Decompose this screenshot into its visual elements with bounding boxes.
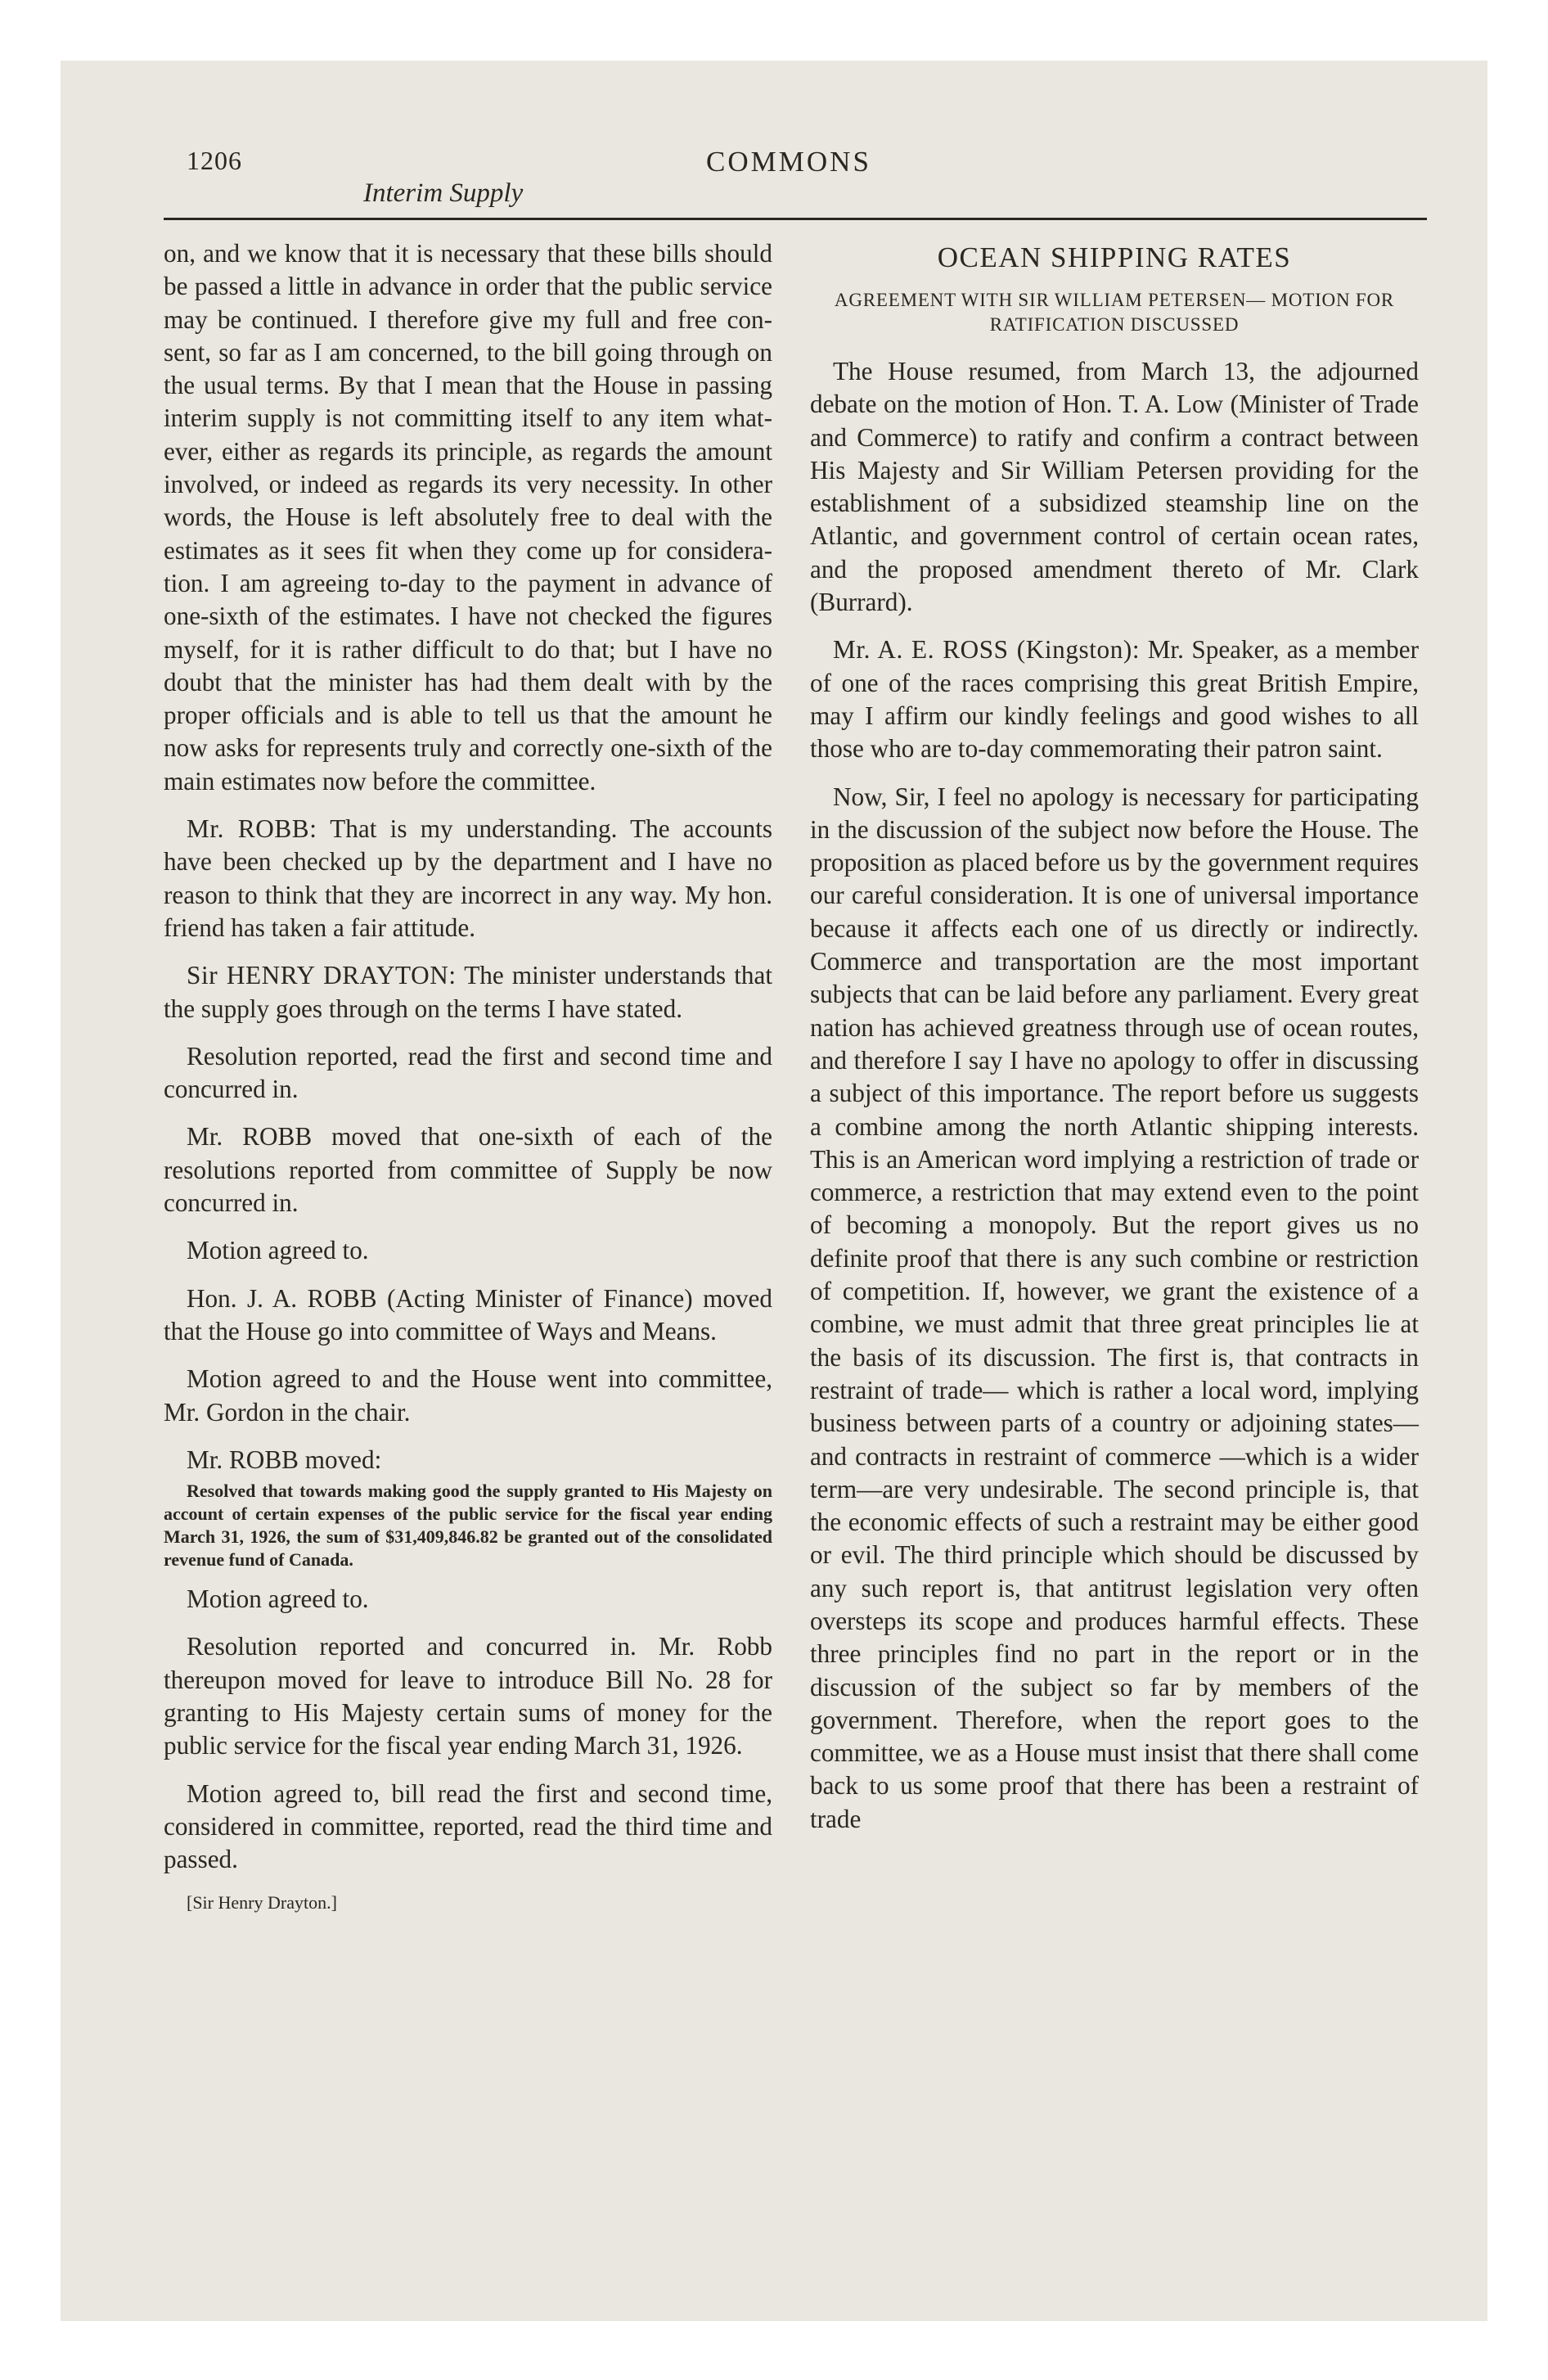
page-header (101, 137, 1427, 219)
speech-text: That is my understanding. The accounts have been checked up by the department and I have no reason to think that they are incorrect in any way. My hon. friend has taken a fair attitude. (164, 814, 772, 942)
speaker-name: Sir HENRY DRAYTON: (187, 961, 457, 990)
paragraph: Motion agreed to and the House went into committee, Mr. Gordon in the chair. (164, 1364, 772, 1427)
paragraph: on, and we know that it is necessary that these bills should be passed a little in advance in order that the public service may be continued. I therefore give my full and free consent, so far as I am concerned, to the bill going through on the usual terms. By that I mean that the House in passing interim supply is not committing itself to any item whatever, either as regards its principle, as regards the amount involved, or indeed as regards its very necessity. In other words, the House is left absolutely free to deal with the estimates as it sees fit when they come up for consideration. I am agreeing to-day to the payment in advance of one-sixth of the estimates. I have not checked the figures myself, for it is rather difficult to do that; but I have no doubt that the minister has had them dealt with by the proper officials and is able to tell us that the amount he now asks for represents truly and correctly one-sixth of the main estimates now before the committee. (164, 239, 772, 796)
paragraph: Motion agreed to, bill read the first and second time, considered in committee, reported, read the third time and passed. (164, 1778, 772, 1874)
running-head: Interim Supply (363, 178, 524, 208)
paragraph: Motion agreed to. (187, 1584, 369, 1614)
paragraph: Now, Sir, I feel no apology is necessary for participating in the discussion of the subject now before the House. The proposition as placed before us by the government requires our careful consideration. It is one of universal importance because it affects each one of us directly or indirectly. Commerce and transportation are the most important subjects that can be laid before any parliament. Every great nation has achieved greatness through use of ocean routes, and therefore I say I have no apology to offer in discussing a subject of this importance. The report before us suggests a combine among the north Atlantic shipping interests. This is an American word implying a restriction of trade or commerce, a restriction that may extend even to the point of becoming a monopoly. But the report gives us no definite proof that there is any such combine or restriction of competition. If, however, we grant the existence of a combine, we must admit that three great principles lie at the basis of its discussion. The first is, that contracts in restraint of trade— which is rather a local word, implying business between parts of a country or adjoining states—and contracts in restraint of commerce —which is a wider term—are very undesirable. The second principle is, that the economic effects of such a restraint may be either good or evil. The third principle which should be discussed by any such report is, that antitrust legislation very often oversteps its scope and produces harmful effects. These three principles find no part in the report or in the discussion of the subject so far by members of the government. Therefore, when the report goes to the committee, we as a House must insist that there shall come back to us some proof that there has been a restraint of trade (810, 782, 1419, 1833)
page-number: 1206 (187, 146, 242, 175)
section-title: OCEAN SHIPPING RATES (937, 241, 1292, 273)
paragraph: Resolution reported and concurred in. Mr. Robb thereupon moved for leave to introduce Bill No. 28 for granting to His Majesty certain sums of money for the public service for the fiscal year ending March 31, 1926. (164, 1632, 772, 1760)
paragraph: Hon. J. A. ROBB (Acting Minister of Finance) moved that the House go into committee of Ways and Means. (164, 1283, 772, 1346)
chamber-title: COMMONS (706, 146, 871, 178)
paragraph: The House resumed, from March 13, the adjourned debate on the motion of Hon. T. A. Low (Minister of Trade and Commerce) to ratify and confirm a contract between His Majesty and Sir William Petersen providing for the establishment of a subsidized steamship line on the Atlantic, and government control of certain ocean rates, and the proposed amendment thereto of Mr. Clark (Burrard). (810, 357, 1419, 617)
resolution-quote: Resolved that towards making good the supply granted to His Majesty on account of certain expenses of the public service for the fiscal year ending March 31, 1926, the sum of $31,409,846.82 be granted out of the consolidated revenue fund of Canada. (164, 1481, 772, 1571)
right-column (810, 237, 1419, 2218)
paragraph: Motion agreed to. (187, 1236, 369, 1265)
speech-text: Mr. Speaker, as a member of one of the races comprising this great British Empire, may I affirm our kindly feelings and good wishes to all those who are to-day commemorating their patron saint. (810, 635, 1419, 764)
paragraph (164, 813, 772, 944)
paragraph (810, 633, 1419, 765)
speaker-name: Mr. ROBB: (187, 814, 317, 844)
header-rule (164, 218, 1427, 220)
paragraph: Mr. ROBB moved: (187, 1445, 382, 1474)
paragraph: Resolution reported, read the first and second time and concurred in. (164, 1041, 772, 1104)
speech-text: The minister understands that the supply goes through on the terms I have stated. (164, 961, 772, 1023)
left-column (164, 237, 772, 2218)
paragraph: Mr. ROBB moved that one-sixth of each of the resolutions reported from committee of Supply be now concurred in. (164, 1122, 772, 1218)
speaker-name: Mr. A. E. ROSS (Kingston): (833, 635, 1141, 665)
paragraph (164, 959, 772, 1025)
speaker-footer-note: [Sir Henry Drayton.] (187, 1892, 337, 1913)
section-subtitle: AGREEMENT WITH SIR WILLIAM PETERSEN— MOTION FOR RATIFICATION DISCUSSED (834, 290, 1395, 335)
